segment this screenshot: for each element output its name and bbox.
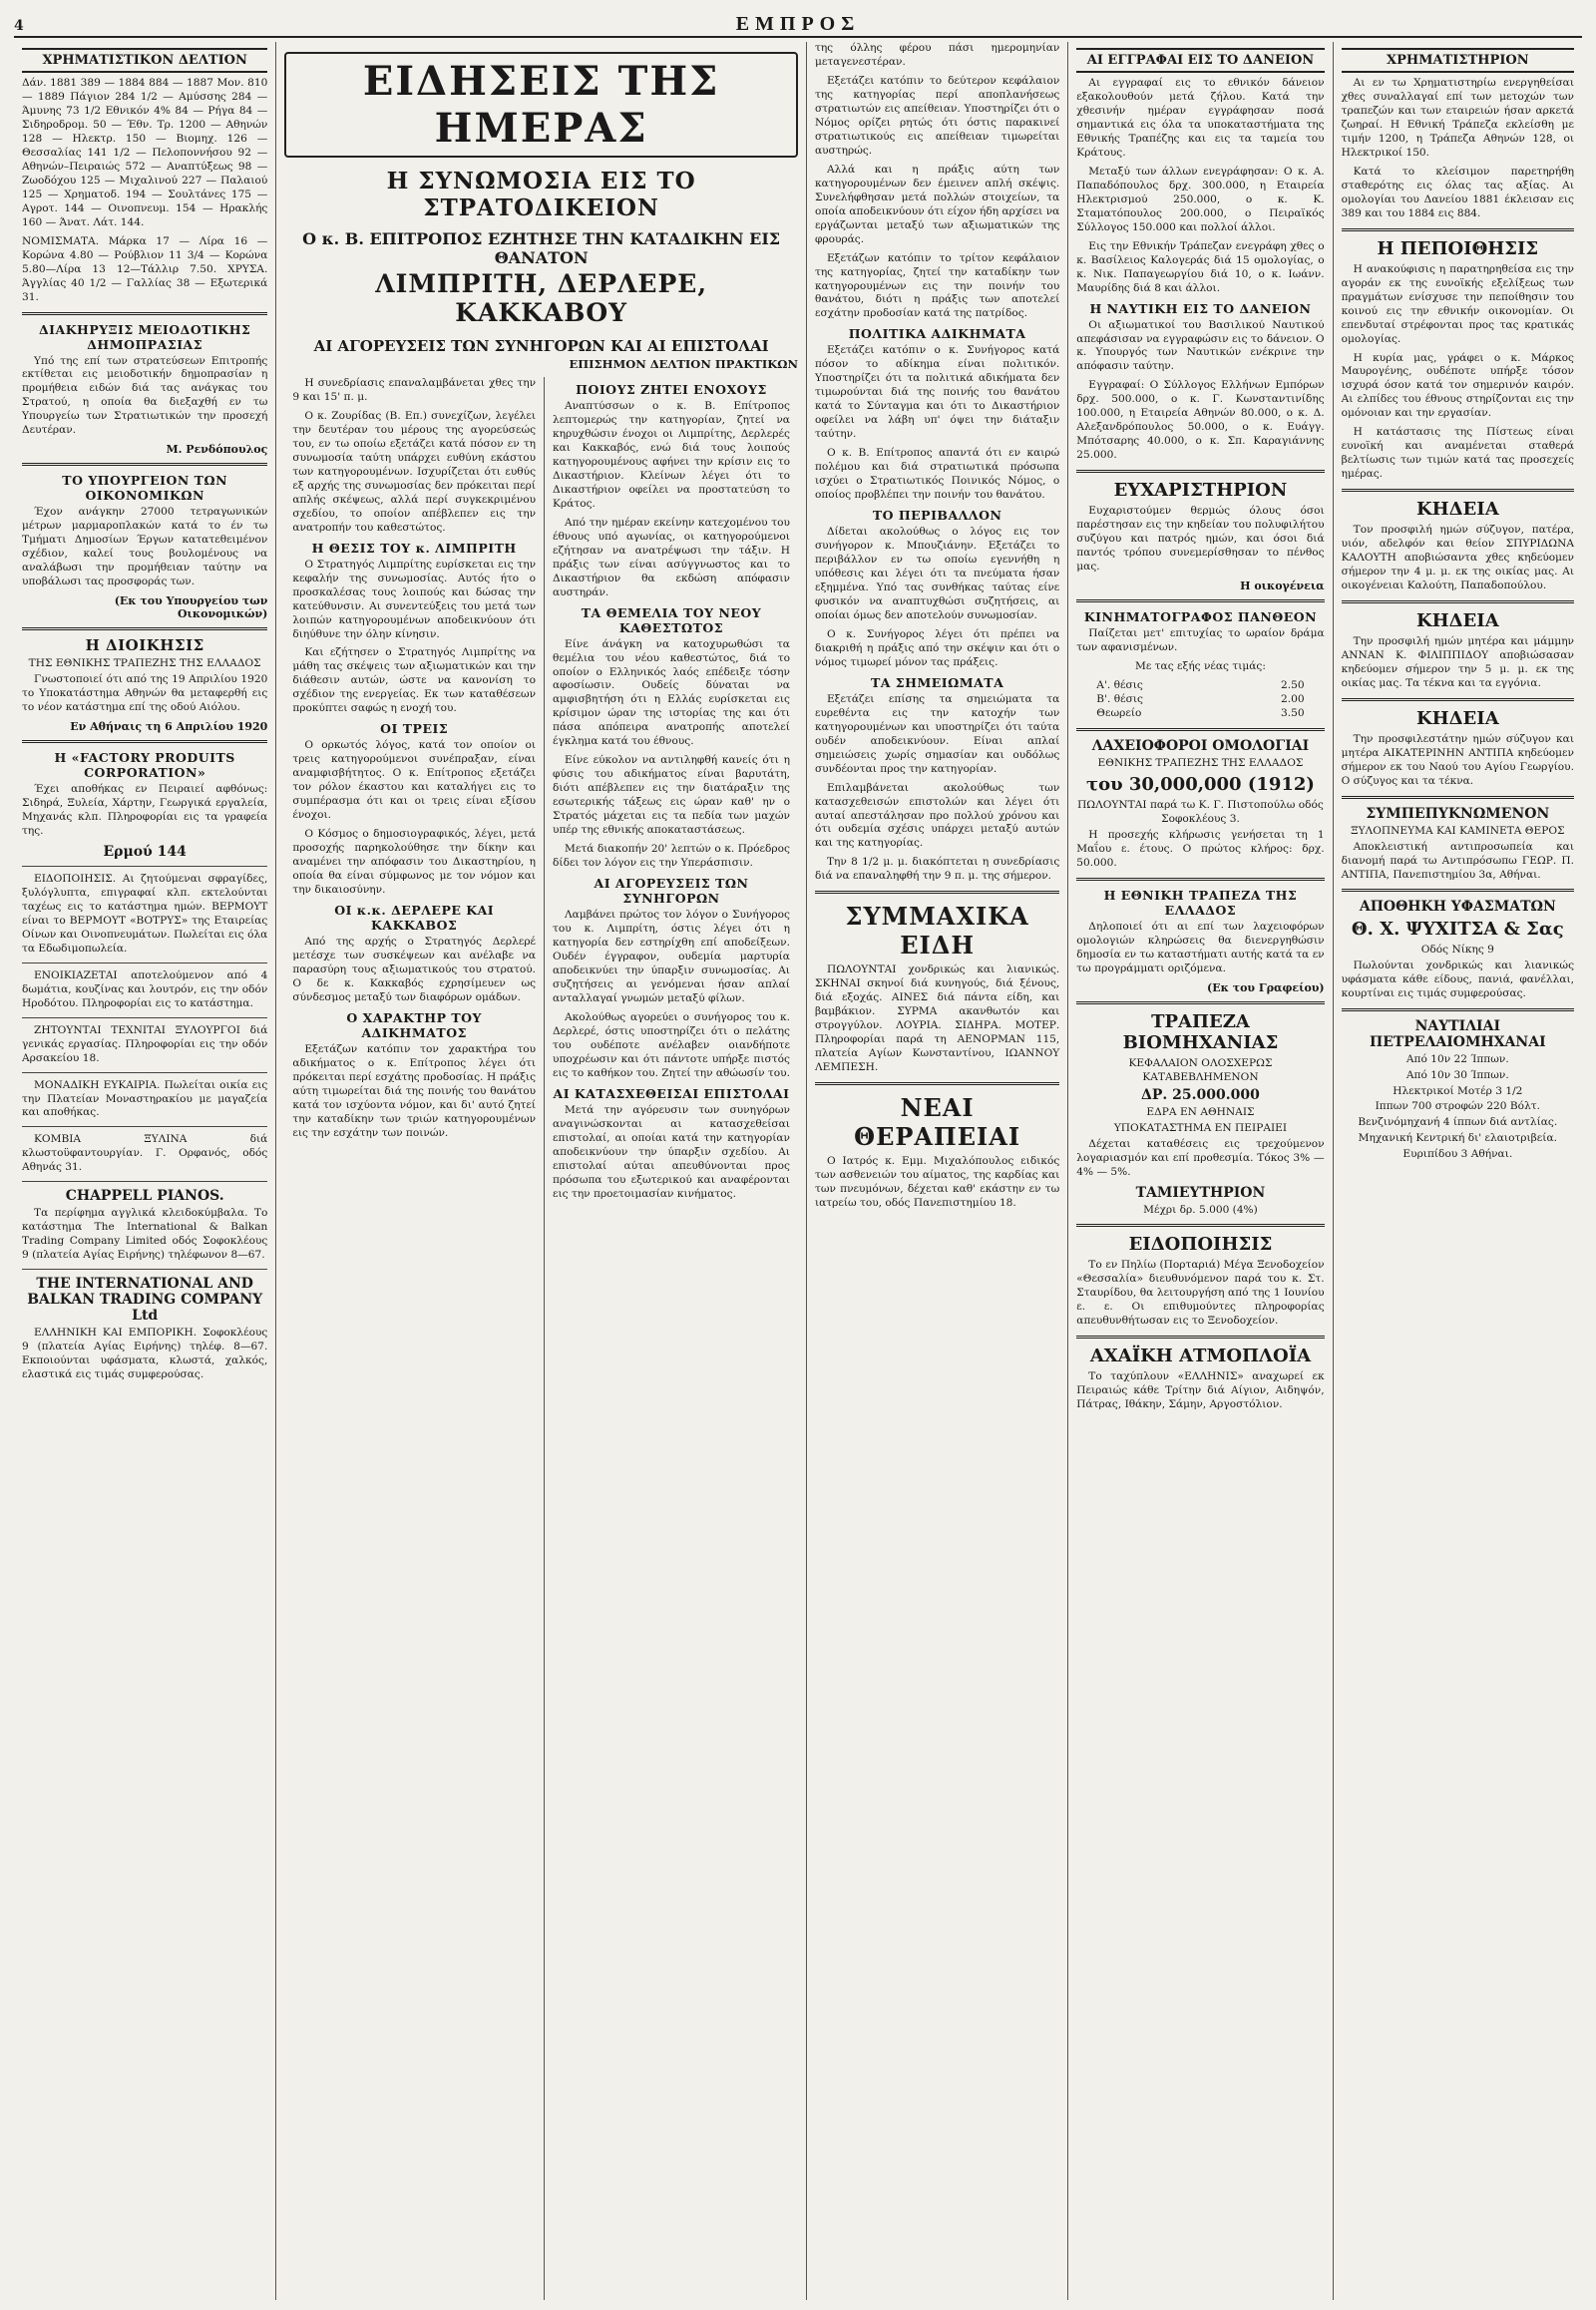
navy-heading: Η ΝΑΥΤΙΚΗ ΕΙΣ ΤΟ ΔΑΝΕΙΟΝ: [1089, 300, 1312, 316]
news-subcolumns: [284, 377, 798, 2300]
col5-p2: Μεταξύ των άλλων ενεγράφησαν: Ο κ. Α. Παπαδόπουλος δρχ. 300.000, η Εταιρεία Ηλεκτρισμού 250.000, ο κ. Κ. Σταματόπουλος 200.000, ο Πειραϊκός Σύλλογος 150.000 και πολλοί άλλοι.: [1076, 165, 1325, 233]
rent-text: ΕΝΟΙΚΙΑΖΕΤΑΙ αποτελούμενον από 4 δωμάτια, κουζίνας και λουτρόν, εις την οδόν Ηροδότου. Πληροφορίαι εις το κατάστημα.: [22, 968, 268, 1009]
three-heading: ΟΙ ΤΡΕΙΣ: [380, 721, 449, 737]
ad3-subtitle: ΤΗΣ ΕΘΝΙΚΗΣ ΤΡΑΠΕΖΗΣ ΤΗΣ ΕΛΛΑΔΟΣ: [28, 657, 261, 670]
who-heading: ΠΟΙΟΥΣ ΖΗΤΕΙ ΕΝΟΧΟΥΣ: [576, 382, 767, 397]
col6-p3: Η ανακούφισις η παρατηρηθείσα εις την αγοράν εκ της ευνοϊκής εξελίξεως των πραγμάτων ενίσχυσε την πεποίθησιν του κοινού εις την εθνικήν οικονομίαν. Οι επενδυταί στρέφονται προς τας κρατικάς ομολογίας.: [1341, 262, 1574, 345]
news-p1: Η συνεδρίασις επαναλαμβάνεται χθες την 9 και 15' π. μ.: [292, 377, 537, 403]
news-p11: Είνε άνάγκη να κατοχυρωθώσι τα θεμέλια του νέου καθεστώτος, διά το οποίον ο Ελληνικός λαός επέδειξε τόσην αφοσίωσιν. Ουδείς δύναται να αμφισβητήση ότι η Ελλάς ευρίσκεται εις κρίσιμον ώραν της ιστορίας της και ότι πάσα απόπειρα ανατροπής αποτελεί έγκλημα κατά του έθνους.: [553, 637, 790, 748]
funeral1-text: Τον προσφιλή ημών σύζυγον, πατέρα, υιόν, αδελφόν και θείον ΣΠΥΡΙΔΩΝΑ ΚΑΛΟΥΤΗ αποβιώσαντα χθες κηδεύομεν σήμερον την 4 μ. μ. εκ της οικίας μας. Αι οικογένειαι Καλούτη, Παπαδοπούλου.: [1341, 524, 1574, 592]
headline-1: Η ΣΥΝΩΜΟΣΙΑ ΕΙΣ ΤΟ ΣΤΡΑΤΟΔΙΚΕΙΟΝ: [386, 168, 696, 221]
col5-p6: Ευχαριστούμεν θερμώς όλους όσοι παρέστησαν εις την κηδείαν του πολυφιλήτου συζύγου και πατρός ημών, και όσοι διά παντός τρόπου συνεμερίσθησαν το πένθος μας.: [1076, 505, 1325, 574]
column-5: [1068, 42, 1333, 2300]
oil-heading: ΝΑΥΤΙΛΙΑΙ ΠΕΤΡΕΛΑΙΟΜΗΧΑΝΑΙ: [1369, 1018, 1546, 1051]
exchange-heading: ΧΡΗΜΑΤΙΣΤΗΡΙΟΝ: [1342, 48, 1574, 73]
news-p2: Ο κ. Ζουρίδας (Β. Επ.) συνεχίζων, λεγέλει την δευτέραν του μέρους της αγορεύσεώς του, εν τω οποίω εξετάζει κατά πόσον εν τη συνωμοσία ταύτη υπάρχει ευθύνη εκάστου των κατηγορουμένων. Ισχυρίζεται ότι ευθύς εξ αρχής της συνωμοσίας δεν πρόκειται περί απλής σκέψεως, αλλά περί συγκεκριμένου σχεδίου, το οποίον απέβλεπεν εις την ανατροπήν του καθεστώτος.: [292, 409, 537, 534]
notice-heading: ΕΙΔΟΠΟΙΗΣΙΣ: [1128, 1234, 1273, 1256]
col6-p1: Αι εν τω Χρηματιστηρίω ενεργηθείσαι χθες συναλλαγαί επί των μετοχών των τραπεζών και των εταιρειών ήσαν αρκετά ζωηραί. Η Εθνική Τράπεζα εκλείσθη με τιμήν 1200, η Τράπεζα Αθηνών 128, οι Ηλεκτρικοί 150.: [1341, 77, 1574, 159]
price-row: Θεωρείο 3.50: [1096, 707, 1305, 720]
ad1-title: ΔΙΑΚΗΡΥΞΙΣ ΜΕΙΟΔΟΤΙΚΗΣ ΔΗΜΟΠΡΑΣΙΑΣ: [38, 321, 251, 352]
news-p12: Είνε εύκολον να αντιληφθή κανείς ότι η φύσις του αδικήματος είναι βαρυτάτη, διότι απέβλεπεν εις την διατάραξιν της εσωτερικής τάξεως εις ώραν καθ' ην ο Στρατός μάχεται εις τα πεδία των μαχών υπέρ της εθνικής αποκαταστάσεως.: [553, 754, 790, 837]
workers-text: ΖΗΤΟΥΝΤΑΙ ΤΕΧΝΙΤΑΙ ΞΥΛΟΥΡΓΟΙ διά γενικάς εργασίας. Πληροφορίαι εις την οδόν Αρσακείου 18.: [22, 1023, 268, 1064]
lottery-amount: του 30,000,000 (1912): [1085, 774, 1315, 796]
funeral3-text: Την προσφιλεστάτην ημών σύζυγον και μητέρα ΑΙΚΑΤΕΡΙΝΗΝ ΑΝΤΙΠΑ κηδεύομεν σήμερον εκ του Ναού του Αγίου Γεωργίου. Ο σύζυγος και τα τέκνα.: [1341, 732, 1574, 787]
intl-title: THE INTERNATIONAL AND BALKAN TRADING COMPANY Ltd: [27, 1276, 263, 1325]
defense-heading: ΑΙ ΑΓΟΡΕΥΣΕΙΣ ΤΩΝ ΣΥΝΗΓΟΡΩΝ: [594, 876, 749, 907]
ad3-date: Εν Αθήναις τη 6 Απριλίου 1920: [70, 720, 268, 734]
character-heading: Ο ΧΑΡΑΚΤΗΡ ΤΟΥ ΑΔΙΚΗΜΑΤΟΣ: [346, 1009, 482, 1040]
ad3-text: Γνωστοποιεί ότι από της 19 Απριλίου 1920 το Υποκατάστημα Αθηνών θα μεταφερθή εις το νέον κατάστημα επί της οδού Αιόλου.: [22, 673, 268, 714]
faith-heading: Η ΠΕΠΟΙΘΗΣΙΣ: [1377, 237, 1539, 259]
allied-heading: ΣΥΜΜΑΧΙΚΑ ΕΙΔΗ: [845, 902, 1029, 961]
column-1: [14, 42, 276, 2300]
points-heading: ΤΑ ΣΗΜΕΙΩΜΑΤΑ: [870, 674, 1004, 690]
oil-line: Ηλεκτρικοί Μοτέρ 3 1/2: [1393, 1084, 1523, 1097]
funeral2-text: Την προσφιλή ημών μητέρα και μάμμην ΑΝΝΑΝ Κ. ΦΙΛΙΠΠΙΔΟΥ αποβιώσασαν κηδεύομεν σήμερον την 5 μ. μ. εκ της οικίας μας. Τα τέκνα και τα εγγόνια.: [1341, 635, 1574, 689]
ad2-title: ΤΟ ΥΠΟΥΡΓΕΙΟΝ ΤΩΝ ΟΙΚΟΝΟΜΙΚΩΝ: [62, 473, 228, 504]
oil-line: Από 10ν 22 Ίππων.: [1405, 1053, 1509, 1066]
funeral2-heading: ΚΗΔΕΙΑ: [1415, 610, 1499, 632]
libriti-heading: Η ΘΕΣΙΣ ΤΟΥ κ. ΛΙΜΠΡΙΤΗ: [311, 540, 517, 556]
col4-p3: Αλλά και η πράξις αύτη των κατηγορουμένων δεν έμεινεν απλή σκέψις. Συνελήφθησαν μετά πολλών στοιχείων, τα οποία αποδεικνύουν ότι είχον ήδη αρχίσει να εργάζωνται μεταξύ των αξιωματικών της φρουράς.: [814, 163, 1060, 245]
notices-text: ΕΙΔΟΠΟΙΗΣΙΣ. Αι ζητούμεναι σφραγίδες, ξυλόγλυπτα, επιγραφαί κλπ. εκτελούνται ταχέως εις το κατάστημα ημών. ΒΕΡΜΟΥΤ είναι το ΒΕΡΜΟΥΤ «ΒΟΤΡΥΣ» της Εταιρείας Οίνων και Οινοπνευμάτων. Πωλείται εις όλα τα Εδωδιμοπωλεία.: [22, 872, 268, 955]
news-header: [284, 42, 798, 377]
byline: ΕΠΙΣΗΜΟΝ ΔΕΛΤΙΟΝ ΠΡΑΚΤΙΚΩΝ: [569, 357, 798, 371]
industrial-capital-label: ΚΕΦΑΛΑΙΟΝ ΟΛΟΣΧΕΡΩΣ ΚΑΤΑΒΕΒΛΗΜΕΝΟΝ: [1128, 1056, 1273, 1083]
fabric-address: Οδός Νίκης 9: [1420, 944, 1494, 957]
market-text: Δάν. 1881 389 — 1884 884 — 1887 Μον. 810 — 1889 Πάγιον 284 1/2 — Αμύσσης 284 — Άμυνης 73 1/2 Εθνικόν 4% 84 — Ρήγα 84 — Σιδηροδρομ. 50 — Έθν. Τρ. 1200 — Αθηνών 128 — Ηλεκτρ. 150 — Βιομηχ. 126 — Θεσσαλίας 141 1/2 — Πελοποννήσου 92 — Αθηνών–Πειραιώς 572 — Αναπτύξεως 98 — Ζωοδόχου 125 — Μιχαλινού 227 — Παλαιού 125 — Χρηματοδ. 194 — Σουλτάνες 175 — Αγροτ. 144 — Οινοπνευμ. 154 — Ηρακλής 160 — Άνατ. Λάτ. 144.: [22, 77, 268, 228]
news-p15: Ακολούθως αγορεύει ο συνήγορος του κ. Δερλερέ, όστις υποστηρίζει ότι ο πελάτης του ουδέποτε ανέλαβεν οιανδήποτε υποχρέωσιν και ότι πάντοτε υπήρξε πιστός εις το καθήκον του. Ζητεί την αθώωσίν του.: [553, 1010, 790, 1079]
ad1-signature: Μ. Ρενδόπουλος: [166, 443, 268, 457]
col4-p12: ΠΩΛΟΥΝΤΑΙ χονδρικώς και λιανικώς. ΣΚΗΝΑΙ σκηνοί διά κυνηγούς, διά ξένους, διά εξοχάς. ΑΙΝΕΣ διά πάντα είδη, και βαμβάκιον. ΣΥΡΜΑ ακανθωτόν και στρογγύλον. ΛΟΥΡΙΑ. ΣΙΔΗΡΑ. ΜΟΤΕΡ. Πληροφορίαι παρά τη ΑΕΝΟΡΜΑΝ 115, πλατεία Αγίων Κωνσταντίνου, ΙΩΑΝΝΟΥ ΛΕΜΠΕΣΗ.: [814, 963, 1060, 1074]
compressed-text: Αποκλειστική αντιπροσωπεία και διανομή παρά τω Αντιπρόσωπω ΓΕΩΡ. Π. ΑΝΤΙΠΑ, Πανεπιστημίου 3α, Αθήναι.: [1341, 840, 1574, 881]
ad4-address: Ερμού 144: [103, 843, 187, 860]
col4-p8: Ο κ. Συνήγορος λέγει ότι πρέπει να διακριθή η πράξις από την σκέψιν και ότι ο νόμος τιμωρεί μόνον τας πράξεις.: [814, 627, 1060, 668]
column-2: [284, 377, 545, 2300]
news-p7: Από της αρχής ο Στρατηγός Δερλερέ μετέσχε των συσκέψεων και ανέλαβε να παρασύρη τους αξιωματικούς του στρατού. Ο δε κ. Κακκαβός εχρησίμευεν ως σύνδεσμος μεταξύ των διαφόρων ομάδων.: [292, 935, 537, 1003]
col5-p7: Παίζεται μετ' επιτυχίας το ωραίον δράμα των αφανισμένων.: [1076, 627, 1325, 654]
col5-p4: Οι αξιωματικοί του Βασιλικού Ναυτικού απεφάσισαν να εγγραφώσιν εις το δάνειον. Ο κ. Υπουργός των Ναυτικών ενέκρινε την απόφασιν ταύτην.: [1076, 318, 1325, 373]
notice-text: Το εν Πηλίω (Πορταριά) Μέγα Ξενοδοχείον «Θεσσαλία» διευθυνόμενον παρά του κ. Στ. Σταυρίδου, θα λειτουργήση από της 1 Ιουνίου ε. ε. Οι επιθυμούντες πληροφορίας απευθυνθήτωσαν εις το Ξενοδοχείον.: [1076, 1259, 1325, 1328]
main-title: ΕΙΔΗΣΕΙΣ ΤΗΣ ΗΜΕΡΑΣ: [284, 52, 798, 158]
news-p16: Μετά την αγόρευσιν των συνηγόρων αναγινώσκονται αι κατασχεθείσαι επιστολαί, αι οποίαι κατά την κατηγορίαν αποδεικνύουν την ύπαρξιν σχεδίου. Αι επιστολαί αύται απευθύνονται προς πρόσωπα του εξωτερικού και αναφέρονται εις την προετοιμασίαν κινήματος.: [553, 1103, 790, 1200]
column-4: [807, 42, 1068, 2300]
oil-line: Μηχανική Κεντρική δι' ελαιοτριβεία.: [1358, 1131, 1557, 1144]
safebox-text: Μέχρι δρ. 5.000 (4%): [1143, 1203, 1258, 1216]
col5-p5: Εγγραφαί: Ο Σύλλογος Ελλήνων Εμπόρων δρχ. 500.000, ο κ. Γ. Κωνσταντινίδης 100.000, η Εταιρεία Αθηνών 80.000, ο κ. Δ. Αλεξανδρόπουλος 50.000, ο κ. Ευάγγ. Μπότσαρης 40.000, ο κ. Σπ. Καραγιάννης 25.000.: [1076, 379, 1325, 462]
compressed-heading: ΣΥΜΠΕΠΥΚΝΩΜΕΝΟΝ: [1366, 805, 1550, 822]
natbank-text: Δηλοποιεί ότι αι επί των λαχειοφόρων ομολογιών κληρώσεις θα διενεργηθώσιν δημοσία εν τω καταστήματι αυτής κατά τα εν τω προγράμματι οριζόμενα.: [1076, 920, 1325, 974]
paper-name: ΕΜΠΡΟΣ: [735, 13, 861, 35]
kombia-text: ΚΟΜΒΙΑ ΞΥΛΙΝΑ διά κλωστοϋφαντουργίαν. Γ. Ορφανός, οδός Αθηνάς 31.: [22, 1133, 268, 1174]
col4-p13: Ο Ιατρός κ. Εμμ. Μιχαλόπουλος ειδικός των ασθενειών του αίματος, της καρδίας και των πνευμόνων, δέχεται καθ' εκάστην εν τω ιατρείω του, οδός Πανεπιστημίου 18.: [814, 1155, 1060, 1209]
industrial-text: Δέχεται καταθέσεις εις τρεχούμενον λογαριασμόν και επί προθεσμία. Τόκος 3% — 4% — 5%.: [1076, 1137, 1325, 1178]
news-p8: Εξετάζων κατόπιν τον χαρακτήρα του αδικήματος ο κ. Επίτροπος λέγει ότι πρόκειται περί εσχάτης προδοσίας. Η πράξις αύτη τιμωρείται διά της ποινής του θανάτου κατά τον ισχύοντα νόμον, και δι' αυτό ζητεί την καταδίκην των τριών κατηγορουμένων εις την εσχάτην των ποινών.: [292, 1042, 537, 1139]
col4-p5: Εξετάζει κατόπιν ο κ. Συνήγορος κατά πόσον το αδίκημα είναι πολιτικόν. Υποστηρίζει ότι τα πολιτικά αδικήματα δεν τιμωρούνται διά της ποινής του θανάτου κατά το Σύνταγμα και ότι το Δικαστήριον οφείλει να λάβη υπ' όψει την διάταξιν ταύτην.: [814, 344, 1060, 441]
column-3: [545, 377, 798, 2300]
col6-p2: Κατά το κλείσιμον παρετηρήθη σταθερότης εις όλας τας αξίας. Αι ομολογίαι του Δανείου 1881 έκλεισαν εις 389 και του 1884 εις 884.: [1341, 165, 1574, 219]
col6-p5: Η κατάστασις της Πίστεως είναι ευνοϊκή και αναμένεται σταθερά βελτίωσις των τιμών κατά τας προσεχείς ημέρας.: [1341, 426, 1574, 481]
news-p10: Από την ημέραν εκείνην κατεχομένου του έθνους υπό αγωνίας, οι κατηγορούμενοι εζήτησαν να ανατρέψωσι την τάξιν. Η πράξις των είναι ασύγγνωστος και το Δικαστήριον θα εκδώση απόφασιν αυστηράν.: [553, 516, 790, 598]
page-number: 4: [14, 18, 24, 34]
piano-text: Τα περίφημα αγγλικά κλειδοκύμβαλα. Το κατάστημα The International & Balkan Trading Company Limited οδός Σοφοκλέους 9 (πλατεία Αγίας Ειρήνης) τηλέφωνον 8—67.: [22, 1207, 268, 1262]
news-p13: Μετά διακοπήν 20' λεπτών ο κ. Πρόεδρος δίδει τον λόγον εις την Υπεράσπισιν.: [553, 843, 790, 870]
fabric-heading: ΑΠΟΘΗΚΗ ΥΦΑΣΜΑΤΩΝ: [1359, 899, 1556, 916]
headline-3: ΛΙΜΠΡΙΤΗ, ΔΕΡΛΕΡΕ, ΚΑΚΚΑΒΟΥ: [375, 269, 708, 327]
ad4-title: Η «FACTORY PRODUITS CORPORATION»: [54, 750, 235, 781]
headline-2: Ο κ. Β. ΕΠΙΤΡΟΠΟΣ ΕΖΗΤΗΣΕ ΤΗΝ ΚΑΤΑΔΙΚΗΝ ΕΙΣ ΘΑΝΑΤΟΝ: [302, 229, 781, 267]
news-section: [276, 42, 807, 2300]
ad3-title: Η ΔΙΟΙΚΗΣΙΣ: [85, 636, 204, 655]
col4-p4: Εξετάζων κατόπιν το τρίτον κεφάλαιον της κατηγορίας, ζητεί την καταδίκην των κατηγορουμένων εις την ποινήν του θανάτου, διότι η πράξις των αποτελεί εσχάτην προδοσίαν κατά της πατρίδος.: [814, 251, 1060, 320]
news-p5: Ο ορκωτός λόγος, κατά τον οποίον οι τρεις κατηγορούμενοι συνέπραξαν, είναι αναμφισβήτητος. Ο κ. Επίτροπος εξετάζει τον ρόλον έκαστου και καταλήγει εις το συμπέρασμα ότι και οι τρεις είναι εξίσου ένοχοι.: [292, 739, 537, 822]
col4-p9: Εξετάζει επίσης τα σημειώματα τα ευρεθέντα εις την κατοχήν των κατηγορουμένων και υποστηρίζει ότι ταύτα ουδέν αποδεικνύουν. Είναι απλαί σημειώσεις χωρίς σημασίαν και ουδόλως συνδέονται προς την κατηγορίαν.: [814, 692, 1060, 775]
news-p3: Ο Στρατηγός Λιμπρίτης ευρίσκεται εις την κεφαλήν της συνωμοσίας. Αυτός ήτο ο προσκαλέσας τους λοιπούς και δώσας την κατεύθυνσιν. Αι συνεντεύξεις του μετά των λοιπών κατηγορουμένων αποδεικνύουν ότι διηύθυνε την όλην κίνησιν.: [292, 558, 537, 640]
ad4-text: Έχει αποθήκας εν Πειραιεί αφθόνως: Σιδηρά, Ξυλεία, Χάρτην, Γεωργικά εργαλεία, Μηχανάς κλπ. Πληροφορίαι εις τα γραφεία της.: [22, 783, 268, 837]
masthead: [14, 12, 1582, 38]
piano-title: CHAPPELL PIANOS.: [65, 1188, 224, 1205]
ad2-text: Έχον ανάγκην 27000 τετραγωνικών μέτρων μαρμαροπλακών κατά το έν τω Τμήματι Δημοσίων Έργων κατατεθειμένον σχέδιον, καλεί τους βουλομένους να αναλάβωσι την προμήθειαν ταύτην να υποβάλωσι τας προσφοράς των.: [22, 506, 268, 588]
ad1-text: Υπό της επί των στρατεύσεων Επιτροπής εκτίθεται εις μειοδοτικήν δημοπρασίαν η προμήθεια ειδών διά τας ανάγκας του Στρατού, η οποία θα διεξαχθή εν τω Υπουργείω των Στρατιωτικών την προσεχή Δευτέραν.: [22, 354, 268, 437]
headline-4: ΑΙ ΑΓΟΡΕΥΣΕΙΣ ΤΩΝ ΣΥΝΗΓΟΡΩΝ ΚΑΙ ΑΙ ΕΠΙΣΤΟΛΑΙ: [313, 337, 769, 355]
col4-p6: Ο κ. Β. Επίτροπος απαντά ότι εν καιρώ πολέμου και διά στρατιωτικά πρόσωπα ισχύει ο Στρατιωτικός Ποινικός Νόμος, ο οποίος προβλέπει την ποινήν του θανάτου.: [814, 447, 1060, 502]
lottery-heading: ΛΑΧΕΙΟΦΟΡΟΙ ΟΜΟΛΟΓΙΑΙ: [1091, 737, 1310, 754]
oil-line: Ευριπίδου 3 Αθήναι.: [1402, 1147, 1513, 1160]
columns: [14, 42, 1582, 2300]
news-p4: Και εζήτησεν ο Στρατηγός Λιμπρίτης να μάθη τας σκέψεις των αξιωματικών και την διάθεσιν αυτών, ώστε να κανονίση το σχέδιον της ενεργείας. Εκ των καταθέσεων προκύπτει σαφώς η ενοχή του.: [292, 646, 537, 715]
news-p14: Λαμβάνει πρώτος τον λόγον ο Συνήγορος του κ. Λιμπρίτη, όστις λέγει ότι η κατηγορία δεν εστηρίχθη επί αποδείξεων. Ουδέν έγγραφον, ουδεμία μαρτυρία αποδεικνύει την ύπαρξιν συνωμοσίας. Αι συζητήσεις αι γενόμεναι ήσαν απλαί ανταλλαγαί γνωμών μεταξύ φίλων.: [553, 909, 790, 1004]
oil-line: Ιππων 700 στροφών 220 Βόλτ.: [1375, 1100, 1541, 1113]
industrial-heading: ΤΡΑΠΕΖΑ ΒΙΟΜΗΧΑΝΙΑΣ: [1122, 1010, 1279, 1053]
ad2-signature: (Εκ του Υπουργείου των Οικονομικών): [114, 594, 268, 621]
intl-text: ΕΛΛΗΝΙΚΗ ΚΑΙ ΕΜΠΟΡΙΚΗ. Σοφοκλέους 9 (πλατεία Αγίας Ειρήνης) τηλέφ. 8—67. Εκποιούνται υφάσματα, κλωστά, χαλκός, ελαστικά εις τιμάς συμφερούσας.: [22, 1327, 268, 1381]
industrial-seat: ΕΔΡΑ ΕΝ ΑΘΗΝΑΙΣ: [1146, 1106, 1255, 1119]
cinema-prices-label: Με τας εξής νέας τιμάς:: [1134, 660, 1266, 672]
col4-p1: της όλλης φέρου πάσι ημερομηνίαν μεταγενεστέραν.: [814, 42, 1060, 68]
therapy-heading: ΝΕΑΙ ΘΕΡΑΠΕΙΑΙ: [854, 1093, 1021, 1152]
price-row: Β'. θέσις 2.00: [1096, 693, 1305, 706]
col5-p1: Αι εγγραφαί εις το εθνικόν δάνειον εξακολουθούν μετά ζήλου. Κατά την χθεσινήν ημέραν εγγράφησαν ποσά σημαντικά εις όλα τα υποκαταστήματα της Εθνικής Τραπέζης και εις τα ταμεία του Κράτους.: [1076, 77, 1325, 159]
natbank-signature: (Εκ του Γραφείου): [1207, 980, 1325, 994]
basis-heading: ΤΑ ΘΕΜΕΛΙΑ ΤΟΥ ΝΕΟΥ ΚΑΘΕΣΤΩΤΟΣ: [581, 604, 762, 635]
letters-heading: ΑΙ ΚΑΤΑΣΧΕΘΕΙΣΑΙ ΕΠΙΣΤΟΛΑΙ: [553, 1085, 790, 1101]
col4-p10: Επιλαμβάνεται ακολούθως των κατασχεθεισών επιστολών και λέγει ότι αυταί απεστάλησαν προ πολλού χρόνου και ότι ουδεμία σχέσις υπάρχει μεταξύ αυτών και της κατηγορίας.: [814, 781, 1060, 850]
funeral3-heading: ΚΗΔΕΙΑ: [1415, 707, 1499, 729]
column-6: [1334, 42, 1582, 2300]
price-row: Α'. θέσις 2.50: [1096, 678, 1305, 691]
industrial-branch: ΥΠΟΚΑΤΑΣΤΗΜΑ ΕΝ ΠΕΙΡΑΙΕΙ: [1113, 1122, 1288, 1135]
compressed-subtitle: ΞΥΛΟΠΝΕΥΜΑ ΚΑΙ ΚΑΜΙΝΕΤΑ ΘΕΡΟΣ: [1351, 824, 1565, 837]
lottery-text: Η προσεχής κλήρωσις γενήσεται τη 1 Μαΐου ε. έτους. Ο πρώτος κλήρος: δρχ. 50.000.: [1076, 828, 1325, 869]
steamer-heading: ΑΧΑΪΚΗ ΑΤΜΟΠΛΟΪΑ: [1089, 1346, 1312, 1367]
lottery-subtitle: ΕΘΝΙΚΗΣ ΤΡΑΠΕΖΗΣ ΤΗΣ ΕΛΛΑΔΟΣ: [1097, 756, 1304, 769]
col4-p2: Εξετάζει κατόπιν το δεύτερον κεφάλαιον της κατηγορίας περί αποπλανήσεως στρατιωτών εις απείθειαν. Υποστηρίζει ότι ο Νόμος ορίζει ρητώς ότι όστις παρακινεί στρατιωτικούς εις απείθειαν τιμωρείται αυστηρώς.: [814, 74, 1060, 157]
steamer-text: Το ταχύπλουν «ΕΛΛΗΝΙΣ» αναχωρεί εκ Πειραιώς κάθε Τρίτην διά Αίγιον, Αιδηψόν, Πάτρας, Ιθάκην, Σάμην, Αργοστόλιον.: [1076, 1370, 1325, 1411]
natbank-heading: Η ΕΘΝΙΚΗ ΤΡΑΠΕΖΑ ΤΗΣ ΕΛΛΑΔΟΣ: [1103, 887, 1298, 918]
safebox-heading: ΤΑΜΙΕΥΤΗΡΙΟΝ: [1135, 1184, 1266, 1201]
lottery-line: ΠΩΛΟΥΝΤΑΙ παρά τω Κ. Γ. Πιστοπούλω οδός Σοφοκλέους 3.: [1077, 799, 1324, 826]
currency-text: ΝΟΜΙΣΜΑΤΑ. Μάρκα 17 — Λίρα 16 — Κορώνα 4.80 — Ρούβλιον 11 3/4 — Κορώνα 5.80—Λίρα 13 12—Τάλλιρ 7.50. ΧΡΥΣΑ. Άγγλίας 40 1/2 — Γαλλίας 38 — Εξωτερικά 31.: [22, 234, 268, 303]
funeral1-heading: ΚΗΔΕΙΑ: [1415, 499, 1499, 521]
derlere-heading: ΟΙ κ.κ. ΔΕΡΛΕΡΕ ΚΑΙ ΚΑΚΚΑΒΟΣ: [334, 902, 495, 933]
col4-p11: Την 8 1/2 μ. μ. διακόπτεται η συνεδρίασις διά να επαναληφθή την 9 π. μ. της σήμερον.: [814, 856, 1060, 883]
news-p9: Αναπτύσσων ο κ. Β. Επίτροπος λεπτομερώς την κατηγορίαν, ζητεί να κηρυχθώσιν ένοχοι οι Λιμπρίτης, Δερλερές και Κακκαβός, ενώ διά τους λοιπούς κατηγορουμένους αφήνει την κρίσιν εις το Δικαστήριον. Κλείνων λέγει ότι το Δικαστήριον οφείλει να προστατεύση το Κράτος.: [553, 400, 790, 510]
industrial-capital: ΔΡ. 25.000.000: [1141, 1087, 1260, 1104]
rental2-text: ΜΟΝΑΔΙΚΗ ΕΥΚΑΙΡΙΑ. Πωλείται οικία εις την Πλατείαν Μοναστηρακίου με μαγαζεία και αποθήκας.: [22, 1078, 268, 1119]
environment-heading: ΤΟ ΠΕΡΙΒΑΛΛΟΝ: [872, 508, 1002, 524]
oil-line: Από 10ν 30 Ίππων.: [1405, 1068, 1509, 1081]
loan-heading: ΑΙ ΕΓΓΡΑΦΑΙ ΕΙΣ ΤΟ ΔΑΝΕΙΟΝ: [1076, 48, 1324, 73]
thanks-heading: ΕΥΧΑΡΙΣΤΗΡΙΟΝ: [1113, 480, 1288, 502]
fabric-name: Θ. Χ. ΨΥΧΙΤΣΑ & Σας: [1351, 919, 1564, 941]
cinema-prices: [1076, 678, 1324, 721]
market-title: ΧΡΗΜΑΤΙΣΤΙΚΟΝ ΔΕΛΤΙΟΝ: [22, 48, 267, 73]
col4-p7: Δίδεται ακολούθως ο λόγος εις τον συνήγορον κ. Μπουζιάνην. Εξετάζει το περιβάλλον εν τω οποίω εγεννήθη η υπόθεσις και λέγει ότι τα πνεύματα ήσαν εξημμένα. Υπό τας συνθήκας ταύτας είνε φυσικόν να αναπτυχθώσι συζητήσεις, αι οποίαι όμως δεν αποτελούν συνωμοσίαν.: [814, 526, 1060, 621]
oil-line: Βενζινόμηχανή 4 ίππων διά αντλίας.: [1358, 1116, 1558, 1129]
col5-p3: Εις την Εθνικήν Τράπεζαν ενεγράφη χθες ο κ. Βασίλειος Καλογεράς διά 15 ομολογίας, ο κ. Νικ. Παπαγεωργίου διά 10, ο κ. Ιωάνν. Μαυρίδης διά 8 και άλλοι.: [1076, 239, 1325, 294]
thanks-signature: Η οικογένεια: [1240, 579, 1325, 593]
political-heading: ΠΟΛΙΤΙΚΑ ΑΔΙΚΗΜΑΤΑ: [848, 326, 1026, 342]
col6-p4: Η κυρία μας, γράφει ο κ. Μάρκος Μαυρογένης, ουδέποτε υπήρξε τόσον ισχυρά όσον κατά τον σημερινόν καιρόν. Αι ελπίδες του έθνους στηρίζονται εις την ομόνοιαν και την εργασίαν.: [1341, 351, 1574, 420]
cinema-heading: ΚΙΝΗΜΑΤΟΓΡΑΦΟΣ ΠΑΝΘΕΟΝ: [1083, 609, 1318, 625]
fabric-text: Πωλούνται χονδρικώς και λιανικώς υφάσματα κάθε είδους, πανιά, φανέλλαι, κουρτίναι εις τιμάς συμφερούσας.: [1341, 960, 1574, 1000]
news-p6: Ο Κόσμος ο δημοσιογραφικός, λέγει, μετά προσοχής παρηκολούθησε την δίκην και αναμένει την απόφασιν του Δικαστηρίου, η οποία θα είναι σύμφωνος με τον νόμον και την δικαιοσύνην.: [292, 828, 537, 896]
